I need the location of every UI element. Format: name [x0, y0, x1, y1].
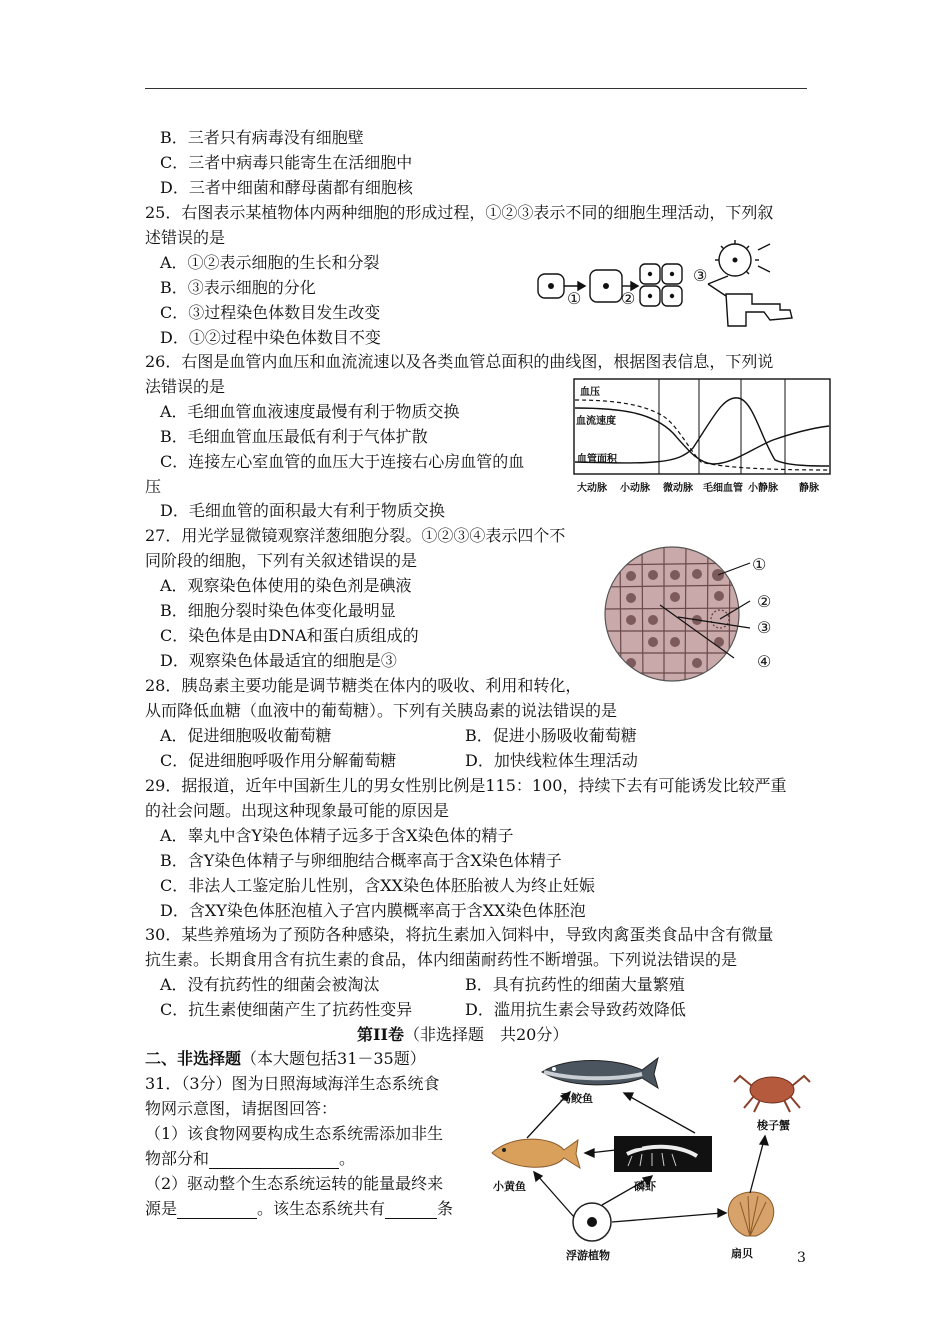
label-swimming-crab: 梭子蟹: [757, 1119, 790, 1132]
scallop-image: [728, 1192, 774, 1236]
chart-xlabel-vein: 静脉: [799, 483, 819, 494]
label-mackerel: 马鲛鱼: [560, 1092, 593, 1105]
q31-part2-line2: [145, 1199, 453, 1219]
q30-option-b: B．具有抗药性的细菌大量繁殖: [465, 975, 685, 994]
q29-stem-line1: 29．据报道，近年中国新生儿的男女性别比例是115：100，持续下去有可能诱发比较严重: [145, 776, 787, 795]
q31-answer-blank-3[interactable]: [385, 1202, 437, 1219]
section-heading-bold: 二、非选择题: [145, 1049, 242, 1068]
q27-option-a: A．观察染色体使用的染色剂是碘液: [160, 576, 412, 595]
q28-option-b: B．促进小肠吸收葡萄糖: [465, 726, 637, 745]
q26-option-d: D．毛细血管的面积最大有利于物质交换: [160, 501, 445, 520]
q31-stem-line2: 物网示意图，请据图回答：: [145, 1099, 338, 1118]
q26-option-c-line2: 压: [145, 477, 162, 496]
q26-stem-line2: 法错误的是: [145, 377, 226, 396]
q31-answer-blank-2[interactable]: [177, 1202, 257, 1219]
q31-stem-line1: 31．（3分）图为日照海域海洋生态系统食: [145, 1074, 440, 1093]
q31-part1-line2: [145, 1149, 355, 1169]
q31-answer-blank-1[interactable]: [209, 1152, 339, 1169]
q25-option-a: A．①②表示细胞的生长和分裂: [160, 253, 380, 272]
q30-stem-line2: 抗生素。长期食用含有抗生素的食品，体内细菌耐药性不断增强。下列说法错误的是: [145, 950, 738, 969]
q28-option-d: D．加快线粒体生理活动: [465, 751, 638, 770]
q25-option-c: C．③过程染色体数目发生改变: [160, 303, 381, 322]
q31-part2-post: 条: [437, 1199, 454, 1218]
chart-xlabel-aorta: 大动脉: [577, 483, 607, 494]
q30-option-c: C．抗生素使细菌产生了抗药性变异: [160, 1000, 413, 1019]
q30-stem-line1: 30．某些养殖场为了预防各种感染，将抗生素加入饲料中，导致肉禽蛋类食品中含有微量: [145, 925, 774, 944]
part2-title: [357, 1025, 568, 1045]
label-phytoplankton: 浮游植物: [566, 1249, 610, 1262]
label-scallop: 扇贝: [731, 1247, 753, 1260]
q29-option-a: A．睾丸中含Y染色体精子远多于含X染色体的精子: [160, 826, 514, 845]
q28-option-a: A．促进细胞吸收葡萄糖: [160, 726, 332, 745]
q25-option-b: B．③表示细胞的分化: [160, 278, 316, 297]
q28-option-c: C．促进细胞呼吸作用分解葡萄糖: [160, 751, 397, 770]
q24-option-c: C．三者中病毒只能寄生在活细胞中: [160, 153, 413, 172]
q28-stem-line2: 从而降低血糖（血液中的葡萄糖）。下列有关胰岛素的说法错误的是: [145, 701, 618, 720]
section-heading: [145, 1049, 426, 1069]
q26-option-b: B．毛细血管血压最低有利于气体扩散: [160, 427, 428, 446]
q31-part2-mid: 。该生态系统共有: [257, 1199, 386, 1218]
chart-label-blood-speed: 血流速度: [576, 416, 616, 427]
crab-image: [734, 1076, 810, 1112]
fig27-label-4: ④: [757, 652, 772, 671]
q26-option-a: A．毛细血管血液速度最慢有利于物质交换: [160, 402, 460, 421]
plankton-image: [573, 1203, 611, 1241]
q24-option-d: D．三者中细菌和酵母菌都有细胞核: [160, 178, 413, 197]
q24-option-b: B．三者只有病毒没有细胞壁: [160, 128, 364, 147]
q29-option-d: D．含XY染色体胚泡植入子宫内膜概率高于含XX染色体胚泡: [160, 901, 586, 920]
fig27-label-1: ①: [752, 555, 767, 574]
q27-stem-line1: 27．用光学显微镜观察洋葱细胞分裂。①②③④表示四个不: [145, 526, 566, 545]
chart-xlabel-capillary: 毛细血管: [703, 483, 743, 494]
q25-stem-line2: 述错误的是: [145, 228, 226, 247]
q25-stem-line1: 25．右图表示某植物体内两种细胞的形成过程，①②③表示不同的细胞生理活动，下列叙: [145, 203, 774, 222]
q29-stem-line2: 的社会问题。出现这种现象最可能的原因是: [145, 801, 450, 820]
q27-stem-line2: 同阶段的细胞，下列有关叙述错误的是: [145, 551, 418, 570]
label-krill: 磷虾: [634, 1180, 656, 1193]
chart-xlabel-venule: 小静脉: [748, 483, 778, 494]
section-heading-rest: （本大题包括31－35题）: [241, 1049, 426, 1068]
mackerel-image: [542, 1058, 658, 1088]
fig25-label-2: ②: [621, 289, 636, 308]
q25-option-d: D．①②过程中染色体数目不变: [160, 328, 381, 347]
q27-option-d: D．观察染色体最适宜的细胞是③: [160, 651, 397, 670]
q27-option-c: C．染色体是由DNA和蛋白质组成的: [160, 626, 419, 645]
q30-option-d: D．滥用抗生素会导致药效降低: [465, 1000, 686, 1019]
q29-option-c: C．非法人工鉴定胎儿性别，含XX染色体胚胎被人为终止妊娠: [160, 876, 596, 895]
fig27-label-3: ③: [757, 618, 772, 637]
q28-stem-line1: 28．胰岛素主要功能是调节糖类在体内的吸收、利用和转化，: [145, 676, 582, 695]
q27-option-b: B．细胞分裂时染色体变化最明显: [160, 601, 396, 620]
header-rule: [145, 88, 807, 89]
fig25-label-1: ①: [567, 289, 582, 308]
chart-xlabel-small-artery: 小动脉: [620, 483, 650, 494]
krill-image: [614, 1136, 712, 1172]
chart-xlabel-arteriole: 微动脉: [663, 483, 693, 494]
fig25-label-3: ③: [693, 266, 708, 285]
q30-option-a: A．没有抗药性的细菌会被淘汰: [160, 975, 380, 994]
q31-part1-post: 。: [339, 1149, 356, 1168]
chart-label-blood-pressure: 血压: [580, 387, 600, 398]
q26-option-c-line1: C．连接左心室血管的血压大于连接右心房血管的血: [160, 452, 525, 471]
fig27-label-2: ②: [757, 592, 772, 611]
label-yellow-croaker: 小黄鱼: [493, 1180, 526, 1193]
q31-part1-pre: 物部分和: [145, 1149, 210, 1168]
yellow-croaker-image: [492, 1139, 580, 1168]
part2-title-rest: （非选择题 共20分）: [403, 1025, 569, 1044]
cell-differentiation-figure: [530, 238, 800, 333]
q26-stem-line1: 26．右图是血管内血压和血流流速以及各类血管总面积的曲线图，根据图表信息，下列说: [145, 352, 774, 371]
page-number: 3: [797, 1250, 806, 1266]
q31-part2-line1: （2）驱动整个生态系统运转的能量最终来: [145, 1174, 444, 1193]
q31-part2-pre: 源是: [145, 1199, 178, 1218]
food-web-figure: [482, 1050, 827, 1265]
chart-label-vessel-area: 血管面积: [577, 454, 617, 465]
q29-option-b: B．含Y染色体精子与卵细胞结合概率高于含X染色体精子: [160, 851, 562, 870]
part2-title-bold: 第II卷: [357, 1025, 404, 1044]
q31-part1-line1: （1）该食物网要构成生态系统需添加非生: [145, 1124, 444, 1143]
